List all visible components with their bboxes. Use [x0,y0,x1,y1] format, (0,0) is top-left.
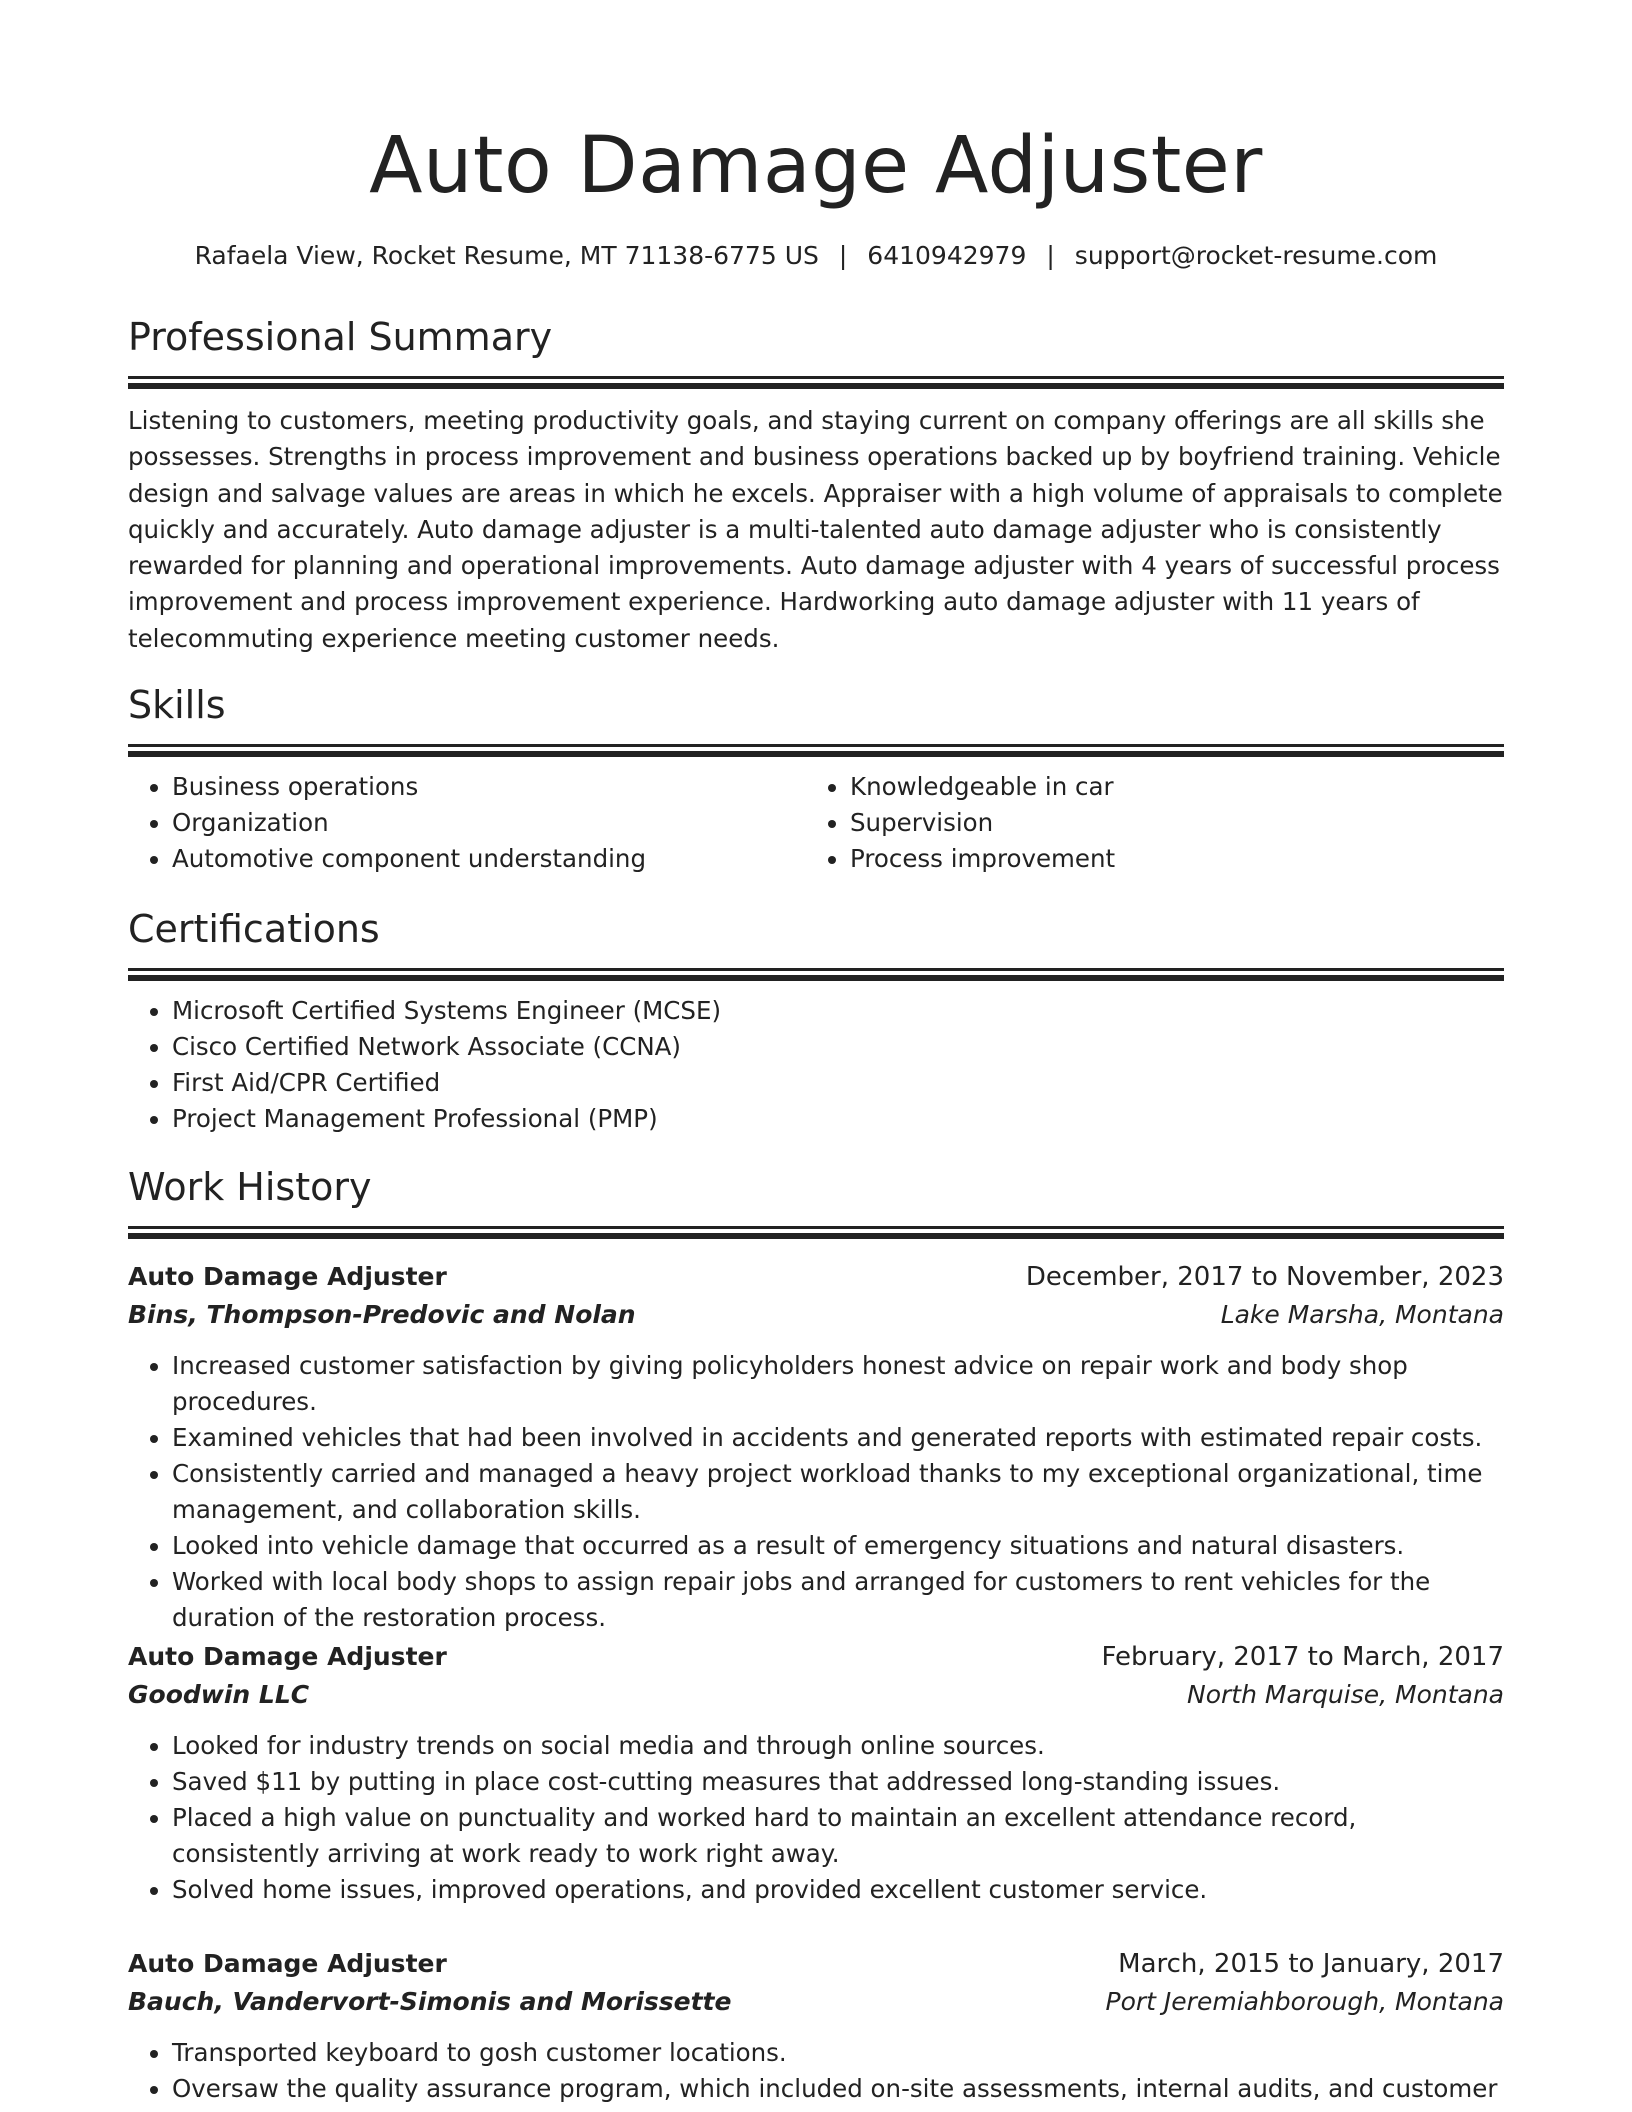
job-dates: March, 2015 to January, 2017 [1118,1949,1504,1979]
contact-separator: | [838,241,848,270]
skill-item: • Knowledgeable in car [850,769,1484,805]
job-company-row [128,1676,1504,1714]
skills-heading: Skills [128,683,226,727]
skill-item: • Automotive component understanding [172,841,806,877]
job-entry [128,1638,1504,1908]
contact-phone: 6410942979 [867,241,1027,270]
certifications-heading: Certifications [128,907,380,951]
section-rule [128,376,1504,379]
section-rule [128,1226,1504,1229]
job-company-row [128,1296,1504,1334]
job-bullet: • Transported keyboard to gosh customer locations. [172,2035,1504,2071]
job-title: Auto Damage Adjuster [128,1642,447,1671]
skills-section [128,680,1504,877]
certifications-section [128,904,1504,1137]
job-bullet: • Saved $11 by putting in place cost-cutting measures that addressed long-standing issues. [172,1764,1504,1800]
job-bullet: • Looked for industry trends on social media and through online sources. [172,1728,1504,1764]
job-location: North Marquise, Montana [1187,1680,1504,1709]
skills-grid [128,769,1504,877]
job-bullet: • Looked into vehicle damage that occurred as a result of emergency situations and natural disasters. [172,1528,1504,1564]
job-dates: February, 2017 to March, 2017 [1101,1642,1504,1672]
skill-item: • Supervision [850,805,1484,841]
job-bullets [128,1728,1504,1908]
summary-heading: Professional Summary [128,315,553,359]
contact-line [0,238,1632,274]
job-bullet: • Worked with local body shops to assign repair jobs and arranged for customers to rent vehicles for the duration of the restoration process. [172,1564,1504,1636]
section-rule-thick [128,1233,1504,1239]
job-entry [128,1945,1504,2107]
job-company: Goodwin LLC [128,1680,310,1709]
certification-item: • Cisco Certified Network Associate (CCNA) [172,1029,1504,1065]
certifications-list [128,993,1504,1137]
contact-email: support@rocket-resume.com [1074,241,1438,270]
contact-separator: | [1046,241,1055,270]
job-bullet: • Solved home issues, improved operations, and provided excellent customer service. [172,1872,1504,1908]
job-header-row [128,1945,1504,1983]
job-title: Auto Damage Adjuster [128,1262,447,1291]
resume-title: Auto Damage Adjuster [369,121,1263,211]
job-company: Bauch, Vandervort-Simonis and Morissette [128,1987,732,2016]
job-bullets [128,2035,1504,2107]
work-history-section [128,1162,1504,1239]
job-company-row [128,1983,1504,2021]
job-header-row [128,1258,1504,1296]
job-bullet: • Placed a high value on punctuality and worked hard to maintain an excellent attendance record, consistently arriving at work ready to work right away. [172,1800,1504,1872]
skill-item: • Business operations [172,769,806,805]
summary-text: Listening to customers, meeting productivity goals, and staying current on company offerings are all skills she possesses. Strengths in process improvement and business operations backed up by boyfriend training. Vehicle design and salvage values are areas in which he excels. Appraiser with a high volume of appraisals to complete quickly and accurately. Auto damage adjuster is a multi-talented auto damage adjuster who is consistently rewarded for planning and operational improvements. Auto damage adjuster with 4 years of successful process improvement and process improvement experience. Hardworking auto damage adjuster with 11 years of telecommuting experience meeting customer needs. [128,406,1503,653]
job-bullets [128,1348,1504,1636]
job-bullet: • Consistently carried and managed a heavy project workload thanks to my exceptional organizational, time management, and collaboration skills. [172,1456,1504,1528]
job-dates: December, 2017 to November, 2023 [1025,1262,1504,1292]
section-rule-thick [128,383,1504,389]
skill-item: • Organization [172,805,806,841]
skills-column-left [128,769,806,877]
certification-item: • Project Management Professional (PMP) [172,1101,1504,1137]
job-entry [128,1258,1504,1636]
certification-item: • Microsoft Certified Systems Engineer (MCSE) [172,993,1504,1029]
job-bullet: • Oversaw the quality assurance program, which included on-site assessments, internal audits, and customer [172,2071,1504,2107]
skill-item: • Process improvement [850,841,1484,877]
section-rule-thick [128,975,1504,981]
section-rule [128,968,1504,971]
certification-item: • First Aid/CPR Certified [172,1065,1504,1101]
work-history-heading: Work History [128,1165,372,1209]
skills-column-right [806,769,1484,877]
job-location: Port Jeremiahborough, Montana [1105,1987,1504,2016]
job-header-row [128,1638,1504,1676]
job-bullet: • Increased customer satisfaction by giving policyholders honest advice on repair work and body shop procedures. [172,1348,1504,1420]
summary-section [128,312,1504,657]
section-rule-thick [128,751,1504,757]
job-location: Lake Marsha, Montana [1220,1300,1504,1329]
section-rule [128,744,1504,747]
job-title: Auto Damage Adjuster [128,1949,447,1978]
job-company: Bins, Thompson-Predovic and Nolan [128,1300,636,1329]
contact-address: Rafaela View, Rocket Resume, MT 71138-6775 US [194,241,819,270]
job-bullet: • Examined vehicles that had been involved in accidents and generated reports with estimated repair costs. [172,1420,1504,1456]
